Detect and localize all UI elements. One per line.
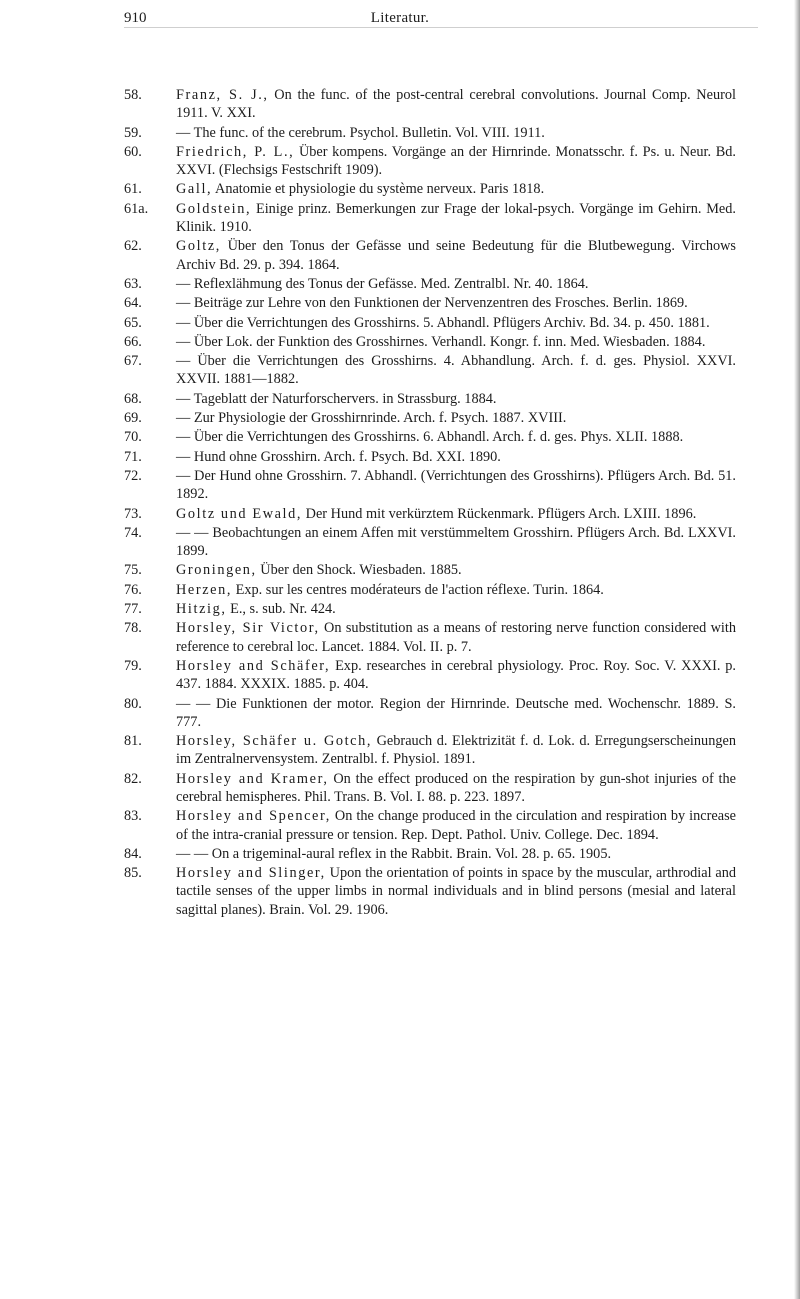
reference-text: On the func. of the post-central cerebral convolutions. Journal Comp. Neurol 1911. V. XXI. (176, 87, 737, 122)
reference-author: Horsley, Schäfer u. Gotch, (176, 733, 373, 750)
reference-number: 64. (124, 295, 142, 312)
reference-number: 78. (124, 620, 142, 637)
reference-text: — The func. of the cerebrum. Psychol. Bulletin. Vol. VIII. 1911. (176, 124, 545, 141)
page-edge-shadow (794, 0, 800, 1299)
reference-number: 73. (124, 505, 142, 522)
reference-number: 58. (124, 87, 142, 103)
reference-number: 79. (124, 657, 142, 674)
reference-entry (0, 143, 800, 180)
reference-text: — Reflexlähmung des Tonus der Gefässe. Med. Zentralbl. Nr. 40. 1864. (176, 275, 589, 292)
reference-number: 61a. (124, 200, 149, 217)
reference-author: Horsley and Kramer, (176, 770, 329, 787)
reference-entry (0, 770, 800, 807)
header-rule (124, 27, 758, 28)
reference-number: 81. (124, 733, 142, 750)
reference-entry (0, 333, 800, 351)
reference-entry (0, 864, 800, 919)
reference-text: Über kompens. Vorgänge an der Hirnrinde. Monatsschr. f. Ps. u. Neur. Bd. XXVI. (Flechsigs Festschrift 1909). (176, 143, 736, 179)
reference-text: E., s. sub. Nr. 424. (226, 601, 336, 618)
reference-author: Horsley, Sir Victor, (176, 620, 320, 637)
reference-number: 61. (124, 181, 142, 198)
reference-author: Goltz und Ewald, (176, 505, 303, 522)
reference-author: Horsley and Slinger, (176, 865, 326, 882)
reference-text: Gebrauch d. Elektrizität f. d. Lok. d. Erregungserscheinungen im Zentralnervensystem. Zentralbl. f. Physiol. 1891. (176, 733, 736, 768)
reference-number: 77. (124, 601, 142, 618)
reference-text: — Hund ohne Grosshirn. Arch. f. Psych. Bd. XXI. 1890. (176, 448, 501, 465)
reference-number: 69. (124, 410, 142, 427)
page-number: 910 (124, 10, 147, 26)
reference-text: — — Beobachtungen an einem Affen mit verstümmeltem Grosshirn. Pflügers Arch. Bd. LXXVI. 1899. (176, 524, 736, 560)
reference-text: — Über Lok. der Funktion des Grosshirnes. Verhandl. Kongr. f. inn. Med. Wiesbaden. 1884. (176, 333, 706, 350)
reference-entry (0, 180, 800, 198)
reference-text: — Beiträge zur Lehre von den Funktionen der Nervenzentren des Frosches. Berlin. 1869. (176, 295, 688, 312)
reference-entry (0, 428, 800, 446)
reference-text: — — Die Funktionen der motor. Region der Hirnrinde. Deutsche med. Wochenschr. 1889. S. 777. (176, 695, 736, 730)
reference-number: 75. (124, 562, 142, 579)
running-title: Literatur. (370, 10, 430, 26)
reference-entry (0, 524, 800, 561)
reference-text: On the change produced in the circulation and respiration by increase of the intra-cranial pressure or tension. Rep. Dept. Pathol. Univ. College. Dec. 1894. (176, 808, 737, 843)
reference-text: — — On a trigeminal-aural reflex in the Rabbit. Brain. Vol. 28. p. 65. 1905. (176, 845, 612, 862)
reference-author: Horsley and Schäfer, (176, 657, 331, 674)
reference-entry (0, 732, 800, 769)
reference-author: Horsley and Spencer, (176, 808, 331, 825)
reference-author: Gall, (176, 181, 213, 198)
reference-entry (0, 657, 800, 694)
reference-entry (0, 294, 800, 312)
reference-entry (0, 237, 800, 274)
reference-number: 66. (124, 333, 142, 350)
reference-number: 76. (124, 581, 142, 598)
reference-text: Über den Shock. Wiesbaden. 1885. (256, 562, 462, 579)
reference-text: — Tageblatt der Naturforschervers. in Strassburg. 1884. (176, 390, 497, 407)
reference-entry (0, 314, 800, 332)
reference-author: Franz, S. J., (176, 87, 269, 103)
reference-entry (0, 581, 800, 599)
reference-entry (0, 600, 800, 618)
reference-number: 63. (124, 275, 142, 292)
reference-number: 85. (124, 865, 142, 882)
reference-entry (0, 845, 800, 863)
reference-text: Einige prinz. Bemerkungen zur Frage der lokal-psych. Vorgänge im Gehirn. Med. Klinik. 1910. (176, 200, 736, 236)
reference-author: Goltz, (176, 238, 221, 255)
reference-number: 72. (124, 467, 142, 484)
reference-author: Herzen, (176, 581, 233, 598)
reference-entry (0, 200, 800, 237)
reference-author: Goldstein, (176, 200, 252, 217)
reference-list (0, 86, 800, 920)
reference-entry (0, 275, 800, 293)
reference-number: 74. (124, 524, 142, 541)
reference-text: — Zur Physiologie der Grosshirnrinde. Arch. f. Psych. 1887. XVIII. (176, 410, 567, 427)
reference-number: 80. (124, 695, 142, 712)
reference-entry (0, 807, 800, 844)
reference-entry (0, 448, 800, 466)
reference-text: Der Hund mit verkürztem Rückenmark. Pflügers Arch. LXIII. 1896. (302, 505, 697, 522)
reference-entry (0, 467, 800, 504)
reference-entry (0, 124, 800, 142)
reference-number: 68. (124, 390, 142, 407)
reference-text: Exp. sur les centres modérateurs de l'action réflexe. Turin. 1864. (232, 581, 604, 598)
reference-author: Friedrich, P. L., (176, 143, 295, 160)
reference-author: Groningen, (176, 562, 257, 579)
reference-text: — Der Hund ohne Grosshirn. 7. Abhandl. (Verrichtungen des Grosshirns). Pflügers Arch. Bd. 51. 1892. (176, 467, 736, 503)
reference-text: On substitution as a means of restoring nerve function considered with reference to cerebral loc. Lancet. 1884. Vol. II. p. 7. (176, 620, 736, 655)
reference-entry (0, 390, 800, 408)
reference-entry (0, 619, 800, 656)
reference-text: Upon the orientation of points in space by the muscular, arthrodial and tactile senses of the upper limbs in normal individuals and in blind persons (mesial and lateral sagittal planes). Brain. Vol. 29. 1906. (176, 865, 737, 918)
reference-number: 60. (124, 143, 142, 160)
reference-number: 70. (124, 429, 142, 446)
reference-text: Anatomie et physiologie du système nerveux. Paris 1818. (212, 181, 545, 198)
reference-entry (0, 86, 800, 123)
reference-entry (0, 352, 800, 389)
reference-text: — Über die Verrichtungen des Grosshirns. 4. Abhandlung. Arch. f. d. ges. Physiol. XXVI. XXVII. 1881—1882. (176, 353, 736, 388)
reference-entry (0, 561, 800, 579)
reference-number: 67. (124, 353, 142, 370)
reference-author: Hitzig, (176, 601, 227, 618)
reference-text: On the effect produced on the respiration by gun-shot injuries of the cerebral hemispheres. Phil. Trans. B. Vol. I. 88. p. 223. 1897. (176, 770, 736, 805)
reference-number: 65. (124, 314, 142, 331)
reference-text: Über den Tonus der Gefässe und seine Bedeutung für die Blutbewegung. Virchows Archiv Bd. 29. p. 394. 1864. (176, 238, 736, 273)
reference-entry (0, 505, 800, 523)
reference-text: — Über die Verrichtungen des Grosshirns. 5. Abhandl. Pflügers Archiv. Bd. 34. p. 450. 1881. (176, 314, 710, 331)
reference-entry (0, 695, 800, 732)
reference-text: Exp. researches in cerebral physiology. Proc. Roy. Soc. V. XXXI. p. 437. 1884. XXXIX. 1885. p. 404. (176, 657, 736, 693)
reference-number: 71. (124, 448, 142, 465)
reference-number: 62. (124, 238, 142, 255)
reference-number: 59. (124, 124, 142, 141)
reference-number: 83. (124, 808, 142, 825)
reference-number: 82. (124, 770, 142, 787)
reference-entry (0, 409, 800, 427)
reference-number: 84. (124, 845, 142, 862)
reference-text: — Über die Verrichtungen des Grosshirns. 6. Abhandl. Arch. f. d. ges. Phys. XLII. 1888. (176, 429, 684, 446)
